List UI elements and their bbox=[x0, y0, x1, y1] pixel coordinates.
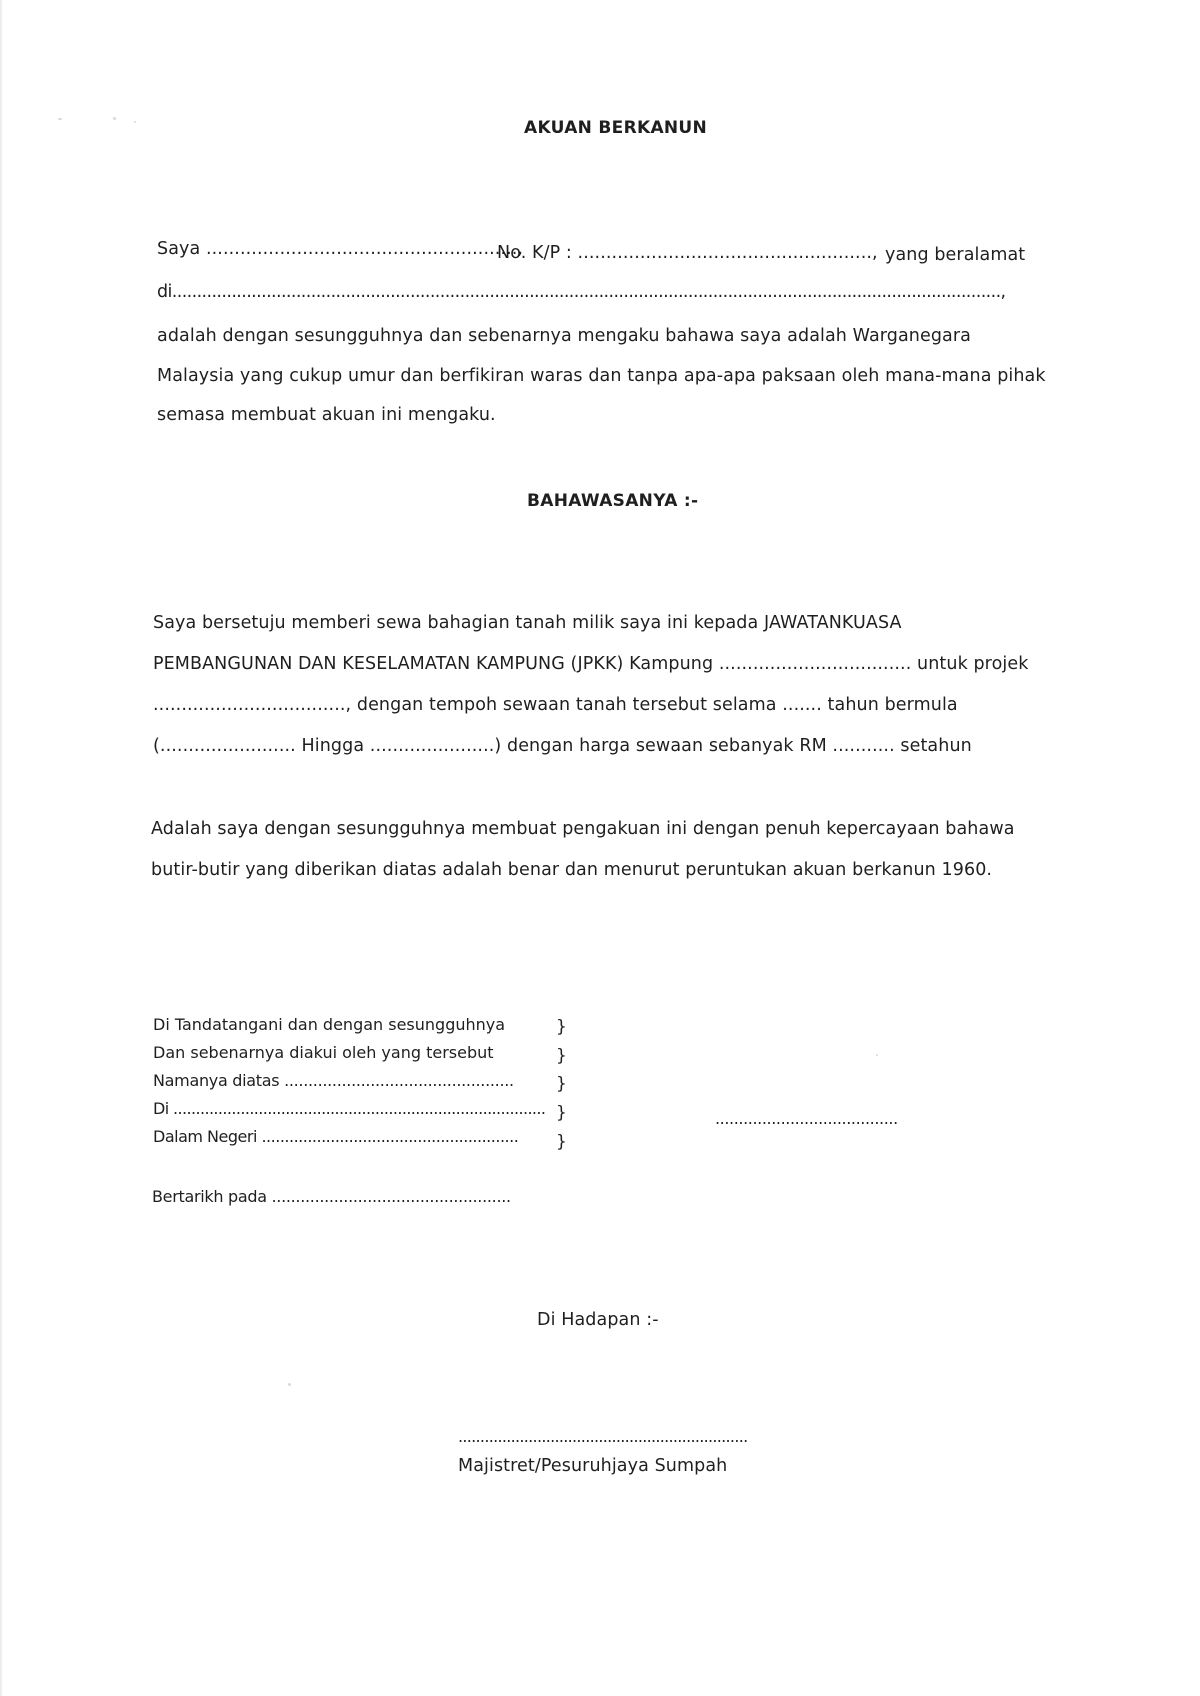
witness-signature-line: .................................................................. bbox=[458, 1427, 748, 1446]
intro-line-name: Saya ......................................................., bbox=[157, 239, 524, 259]
intro-line-ic: No. K/P : ...................................................., bbox=[497, 243, 878, 263]
signing-row: Namanya diatas ................................................ bbox=[153, 1071, 514, 1090]
declarant-signature-line: ....................................... bbox=[715, 1109, 898, 1128]
scan-speck bbox=[134, 121, 136, 123]
scan-speck bbox=[288, 1383, 291, 1386]
date-field: Bertarikh pada .................................................. bbox=[152, 1187, 511, 1206]
agreement-line-3: .................................., dengan tempoh sewaan tanah tersebut selama ....... tahun bermula bbox=[153, 695, 958, 715]
intro-line-address-label: yang beralamat bbox=[885, 245, 1026, 265]
agreement-line-1: Saya bersetuju memberi sewa bahagian tanah milik saya ini kepada JAWATANKUASA bbox=[153, 613, 902, 633]
intro-line-3: adalah dengan sesungguhnya dan sebenarnya mengaku bahawa saya adalah Warganegara bbox=[157, 326, 971, 346]
scan-speck bbox=[113, 117, 116, 120]
intro-line-4: Malaysia yang cukup umur dan berfikiran waras dan tanpa apa-apa paksaan oleh mana-mana pihak bbox=[157, 366, 1046, 386]
witness-label: Di Hadapan :- bbox=[537, 1310, 659, 1330]
signing-brace: } bbox=[556, 1103, 567, 1123]
document-title: AKUAN BERKANUN bbox=[524, 118, 708, 138]
scan-speck bbox=[58, 118, 62, 120]
agreement-line-2: PEMBANGUNAN DAN KESELAMATAN KAMPUNG (JPKK) Kampung .................................. untuk projek bbox=[153, 654, 1029, 674]
scan-edge-shadow bbox=[0, 0, 3, 1696]
signing-brace: } bbox=[556, 1132, 567, 1152]
signing-row: Dan sebenarnya diakui oleh yang tersebut bbox=[153, 1043, 494, 1062]
witness-title: Majistret/Pesuruhjaya Sumpah bbox=[458, 1456, 728, 1476]
signing-brace: } bbox=[556, 1017, 567, 1037]
agreement-line-4: (........................ Hingga ......................) dengan harga sewaan sebanyak RM ........... setahun bbox=[153, 736, 972, 756]
signing-row: Di ................................................................................... bbox=[153, 1099, 546, 1118]
signing-row: Di Tandatangani dan dengan sesungguhnya bbox=[153, 1015, 506, 1034]
section-subtitle: BAHAWASANYA :- bbox=[527, 491, 699, 511]
declaration-line-2: butir-butir yang diberikan diatas adalah benar dan menurut peruntukan akuan berkanun 1960. bbox=[151, 860, 993, 880]
signing-brace: } bbox=[556, 1046, 567, 1066]
signing-brace: } bbox=[556, 1074, 567, 1094]
intro-line-5: semasa membuat akuan ini mengaku. bbox=[157, 405, 496, 425]
signing-row: Dalam Negeri ........................................................ bbox=[153, 1127, 519, 1146]
declaration-line-1: Adalah saya dengan sesungguhnya membuat pengakuan ini dengan penuh kepercayaan bahawa bbox=[151, 819, 1015, 839]
intro-line-address: di......................................................................................................................................................................., bbox=[157, 282, 1006, 302]
scan-speck bbox=[876, 1054, 878, 1056]
